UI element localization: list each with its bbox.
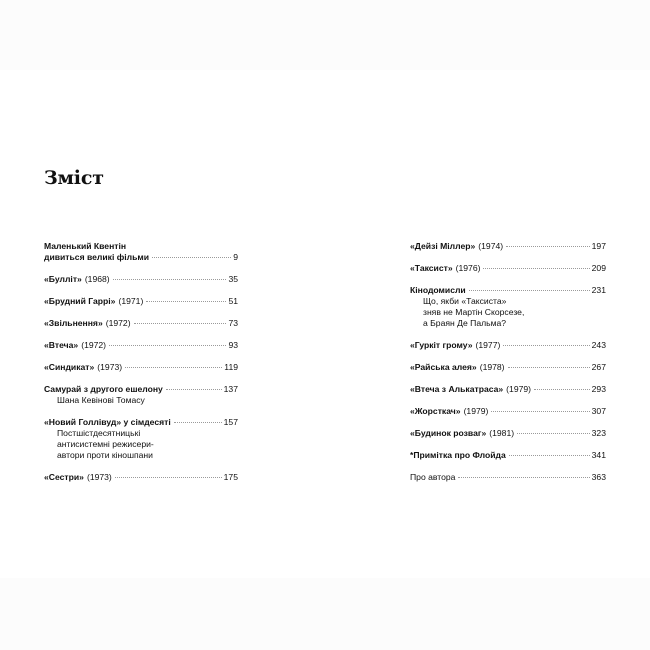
toc-entry-title: «Втеча з Алькатраса»: [410, 384, 504, 394]
dot-leader: [508, 367, 590, 368]
dot-leader: [152, 257, 231, 258]
toc-entry-subtitle: Постшістдесятницькі: [57, 428, 141, 438]
top-margin-band: [0, 0, 650, 70]
toc-entry-the-getaway[interactable]: [44, 340, 238, 351]
dot-leader: [509, 455, 590, 456]
dot-leader: [174, 422, 222, 423]
toc-entry-page: 209: [591, 263, 606, 273]
toc-entry-page: 341: [591, 450, 606, 460]
toc-entry-daisy-miller[interactable]: [410, 241, 606, 252]
toc-entry-year: (1979): [506, 384, 532, 394]
toc-entry-title: «Звільнення»: [44, 318, 103, 328]
toc-entry-page: 93: [228, 340, 238, 350]
toc-column-right: [410, 241, 606, 494]
toc-entry-the-outfit[interactable]: [44, 362, 238, 373]
toc-entry-title: Кінодомисли: [410, 285, 466, 295]
toc-entry-year: (1973): [86, 472, 112, 482]
dot-leader: [534, 389, 590, 390]
dot-leader: [134, 323, 227, 324]
toc-entry-title: «Сестри»: [44, 472, 84, 482]
toc-entry-title: «Райська алея»: [410, 362, 477, 372]
toc-entry-lead: Маленький Квентін: [44, 241, 127, 251]
toc-entry-title: «Будинок розваг»: [410, 428, 487, 438]
toc-entry-page: 73: [228, 318, 238, 328]
toc-column-left: [44, 241, 238, 494]
toc-entry-page: 293: [591, 384, 606, 394]
toc-entry-title: *Примітка про Флойда: [410, 450, 506, 460]
dot-leader: [517, 433, 590, 434]
toc-entry-title: «Жорсткач»: [410, 406, 461, 416]
toc-entry-page: 9: [233, 252, 238, 262]
toc-entry-subtitle: автори проти кіношпани: [57, 450, 153, 460]
toc-entry-title: «Дейзі Міллер»: [410, 241, 476, 251]
toc-entry-page: 267: [591, 362, 606, 372]
toc-entry-rolling-thunder[interactable]: [410, 340, 606, 351]
toc-entry-new-hollywood[interactable]: [44, 417, 238, 461]
toc-entry-page: 51: [228, 296, 238, 306]
toc-entry-year: (1979): [463, 406, 489, 416]
toc-entry-page: 243: [591, 340, 606, 350]
toc-entry-year: (1974): [478, 241, 504, 251]
toc-entry-year: (1976): [455, 263, 481, 273]
toc-entry-page: 137: [223, 384, 238, 394]
dot-leader: [115, 477, 222, 478]
toc-entry-second-echelon-samurai[interactable]: [44, 384, 238, 406]
toc-entry-the-funhouse[interactable]: [410, 428, 606, 439]
dot-leader: [109, 345, 226, 346]
dot-leader: [469, 290, 590, 291]
dot-leader: [458, 477, 589, 478]
dot-leader: [125, 367, 222, 368]
bottom-margin-band: [0, 578, 650, 650]
toc-entry-title: «Новий Голлівуд» у сімдесяті: [44, 417, 171, 427]
toc-entry-year: (1968): [84, 274, 110, 284]
toc-entry-hardcore[interactable]: [410, 406, 606, 417]
toc-entry-title: «Булліт»: [44, 274, 82, 284]
page-title: Зміст: [44, 167, 104, 189]
toc-entry-title: Самурай з другого ешелону: [44, 384, 163, 394]
toc-entry-page: 119: [224, 362, 238, 372]
toc-entry-subtitle: зняв не Мартін Скорсезе,: [423, 307, 525, 317]
toc-entry-taxi-driver[interactable]: [410, 263, 606, 274]
toc-entry-escape-from-alcatraz[interactable]: [410, 384, 606, 395]
dot-leader: [146, 301, 226, 302]
toc-entry-year: (1971): [118, 296, 144, 306]
toc-entry-title: «Таксист»: [410, 263, 453, 273]
dot-leader: [166, 389, 222, 390]
toc-entry-page: 157: [223, 417, 238, 427]
toc-entry-paradise-alley[interactable]: [410, 362, 606, 373]
toc-entry-page: 323: [591, 428, 606, 438]
toc-entry-subtitle: Шана Кевінові Томасу: [57, 395, 145, 405]
toc-entry-page: 231: [591, 285, 606, 295]
toc-entry-cinema-speculation[interactable]: [410, 285, 606, 329]
toc-entry-page: 363: [591, 472, 606, 482]
dot-leader: [491, 411, 589, 412]
toc-entry-year: (1977): [475, 340, 501, 350]
toc-entry-title: «Синдикат»: [44, 362, 95, 372]
toc-entry-dirty-harry[interactable]: [44, 296, 238, 307]
toc-entry-year: (1981): [489, 428, 515, 438]
toc-entry-title: «Гуркіт грому»: [410, 340, 473, 350]
toc-entry-subtitle: Що, якби «Таксиста»: [423, 296, 507, 306]
toc-entry-year: (1973): [97, 362, 123, 372]
toc-entry-about-author[interactable]: [410, 472, 606, 483]
toc-entry-subtitle: а Браян Де Пальма?: [423, 318, 507, 328]
toc-entry-sisters[interactable]: [44, 472, 238, 483]
toc-entry-deliverance[interactable]: [44, 318, 238, 329]
toc-entry-title: дивиться великі фільми: [44, 252, 150, 262]
toc-entry-title: «Брудний Гаррі»: [44, 296, 116, 306]
dot-leader: [503, 345, 589, 346]
toc-entry-page: 197: [591, 241, 606, 251]
dot-leader: [483, 268, 589, 269]
toc-entry-year: (1972): [105, 318, 131, 328]
toc-entry-page: 35: [228, 274, 238, 284]
toc-entry-page: 175: [223, 472, 238, 482]
toc-entry-year: (1978): [479, 362, 505, 372]
toc-entry-subtitle: антисистемні режисери-: [57, 439, 154, 449]
toc-entry-page: 307: [591, 406, 606, 416]
toc-entry-little-quentin[interactable]: [44, 241, 238, 263]
toc-entry-title: Про автора: [410, 472, 456, 482]
toc-entry-bullitt[interactable]: [44, 274, 238, 285]
toc-entry-floyd-note[interactable]: [410, 450, 606, 461]
toc-entry-title: «Втеча»: [44, 340, 79, 350]
dot-leader: [506, 246, 590, 247]
toc-entry-year: (1972): [81, 340, 107, 350]
dot-leader: [113, 279, 227, 280]
